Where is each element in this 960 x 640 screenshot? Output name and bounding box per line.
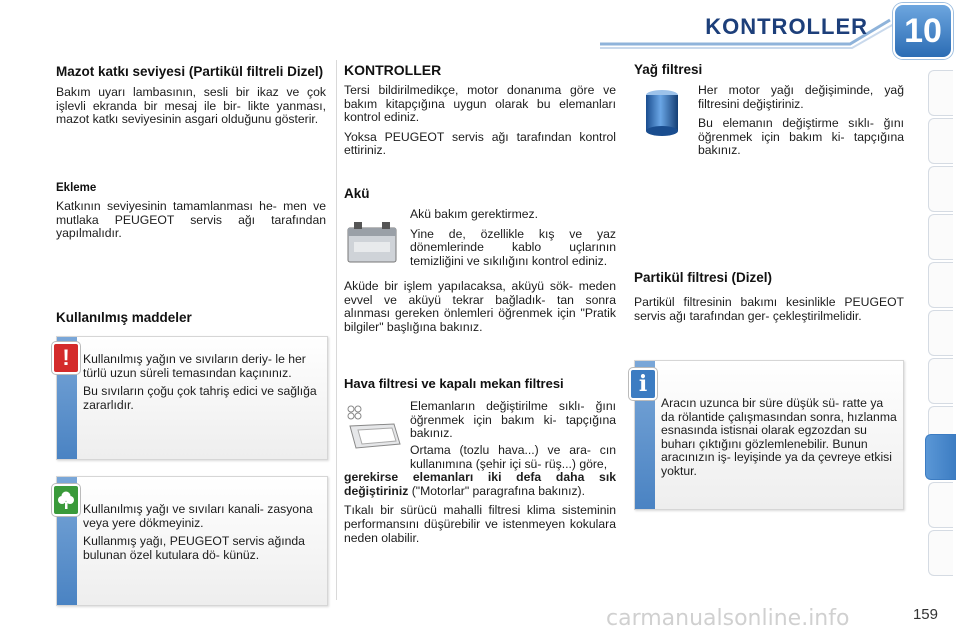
warning-text-1: Kullanılmış yağın ve sıvıların deriy- le her türlü uzun süreli temasından kaçınınız.	[83, 352, 306, 380]
fuel-additive-section	[56, 64, 326, 133]
fuel-additive-text: Bakım uyarı lambasının, sesli bir ikaz ve çok işlevli ekranda bir mesaj ile bir- likte yanması, mazot katkı seviyesinin asgari olduğunu gösterir.	[56, 85, 326, 127]
oil-filter-title: Yağ filtresi	[634, 62, 703, 77]
battery-text-2: Yine de, özellikle kış ve yaz dönemlerinde kablo uçlarının temizliğini ve sıkılığını kontrol ediniz.	[410, 226, 616, 268]
checks-text-1: Tersi bildirilmedikçe, motor donanıma göre ve bakım kitapçığına uygun olarak bu elemanları kontrol ediniz.	[344, 83, 616, 125]
side-tab[interactable]	[928, 530, 953, 576]
tree-icon	[52, 484, 80, 516]
environment-box	[56, 476, 328, 606]
chapter-number-badge: 10	[893, 3, 953, 59]
page-number: 159	[912, 606, 938, 623]
air-filter-section	[344, 376, 616, 392]
air-filter-body	[344, 444, 616, 551]
info-box	[634, 360, 904, 510]
checks-text-2: Yoksa PEUGEOT servis ağı tarafından kontrol ettiriniz.	[344, 129, 616, 158]
air-filter-text-2a: Ortama (tozlu hava...) ve ara- cın kullanımına (şehir içi sü- rüş...) göre,	[410, 443, 616, 471]
battery-section	[344, 186, 616, 202]
topup-section	[56, 180, 326, 247]
topup-title: Ekleme	[56, 182, 97, 194]
side-tab[interactable]	[928, 482, 953, 528]
air-filter-text-2b: ("Motorlar" paragrafına bakınız).	[411, 483, 585, 498]
battery-note	[344, 280, 616, 340]
oil-filter-icon	[640, 88, 684, 138]
side-tab[interactable]	[928, 70, 953, 116]
environment-text-1: Kullanılmış yağı ve sıvıları kanali- zasyona veya yere dökmeyiniz.	[83, 502, 313, 530]
side-tab-active[interactable]	[925, 434, 956, 480]
side-tab[interactable]	[928, 358, 953, 404]
fuel-additive-title: Mazot katkı seviyesi (Partikül filtreli Dizel)	[56, 64, 324, 79]
oil-filter-text-1: Her motor yağı değişiminde, yağ filtresini değiştiriniz.	[698, 83, 904, 111]
particle-filter-text: Partikül filtresinin bakımı kesinlikle PEUGEOT servis ağı tarafından ger- çekleştirilmelidir.	[634, 295, 904, 323]
battery-icon	[344, 214, 400, 266]
battery-side-text	[410, 208, 616, 274]
used-products-title: Kullanılmış maddeler	[56, 310, 192, 325]
checks-title: KONTROLLER	[344, 62, 442, 78]
air-filter-side-text	[410, 400, 616, 447]
side-tab[interactable]	[928, 214, 953, 260]
side-tab[interactable]	[928, 118, 953, 164]
watermark: carmanualsonline.info	[606, 606, 850, 631]
oil-filter-text-2: Bu elemanın değiştirme sıklı- ğını öğrenmek için bakım ki- tapçığına bakınız.	[698, 116, 904, 158]
side-tab[interactable]	[928, 310, 953, 356]
checks-section	[344, 62, 616, 164]
side-tab[interactable]	[928, 166, 953, 212]
air-filter-text-1: Elemanların değiştirilme sıklı- ğını öğrenmek için bakım ki- tapçığına bakınız.	[410, 399, 616, 441]
air-filter-text-2-bold: gerekirse elemanları iki defa daha sık değiştiriniz	[344, 470, 616, 498]
topup-text: Katkının seviyesinin tamamlanması he- men ve mutlaka PEUGEOT servis ağı tarafından yapılmalıdır.	[56, 199, 326, 241]
environment-text-2: Kullanmış yağı, PEUGEOT servis ağında bulunan özel kutulara dö- künüz.	[83, 534, 305, 562]
warning-icon: !	[52, 342, 80, 374]
battery-text-3: Aküde bir işlem yapılacaksa, aküyü sök- meden evvel ve aküyü tekrar bağladık- tan sonra alınması gereken önlemleri öğrenmek için "Pratik bilgiler" başlığına bakınız.	[344, 279, 616, 334]
used-products-section	[56, 310, 326, 326]
particle-filter-title: Partikül filtresi (Dizel)	[634, 270, 773, 285]
warning-text-2: Bu sıvıların çoğu çok tahriş edici ve sağlığa zararlıdır.	[83, 384, 317, 412]
oil-filter-section	[634, 62, 904, 78]
page-title: KONTROLLER	[705, 14, 868, 39]
air-filter-text-3: Tıkalı bir sürücü mahalli filtresi klima sisteminin performansını düşürebilir ve istenmeyen kokulara neden olabilir.	[344, 503, 616, 545]
battery-text-1: Akü bakım gerektirmez.	[410, 207, 539, 221]
particle-filter-section	[634, 270, 904, 329]
warning-box	[56, 336, 328, 460]
battery-title: Akü	[344, 186, 370, 201]
oil-filter-text	[698, 84, 904, 164]
column-divider	[336, 60, 337, 600]
info-icon: i	[629, 368, 657, 400]
air-filter-title: Hava filtresi ve kapalı mekan filtresi	[344, 376, 564, 391]
side-tab[interactable]	[928, 262, 953, 308]
info-text: Aracın uzunca bir süre düşük sü- ratte ya da rölantide çalışmasından sonra, hızlanma esnasında istisnai olarak egzozdan su buharı çıktığını gözlemlenebilir. Bunun aracınızın iş- leyişinde ya da çevreye etkisi yoktur.	[661, 396, 897, 478]
